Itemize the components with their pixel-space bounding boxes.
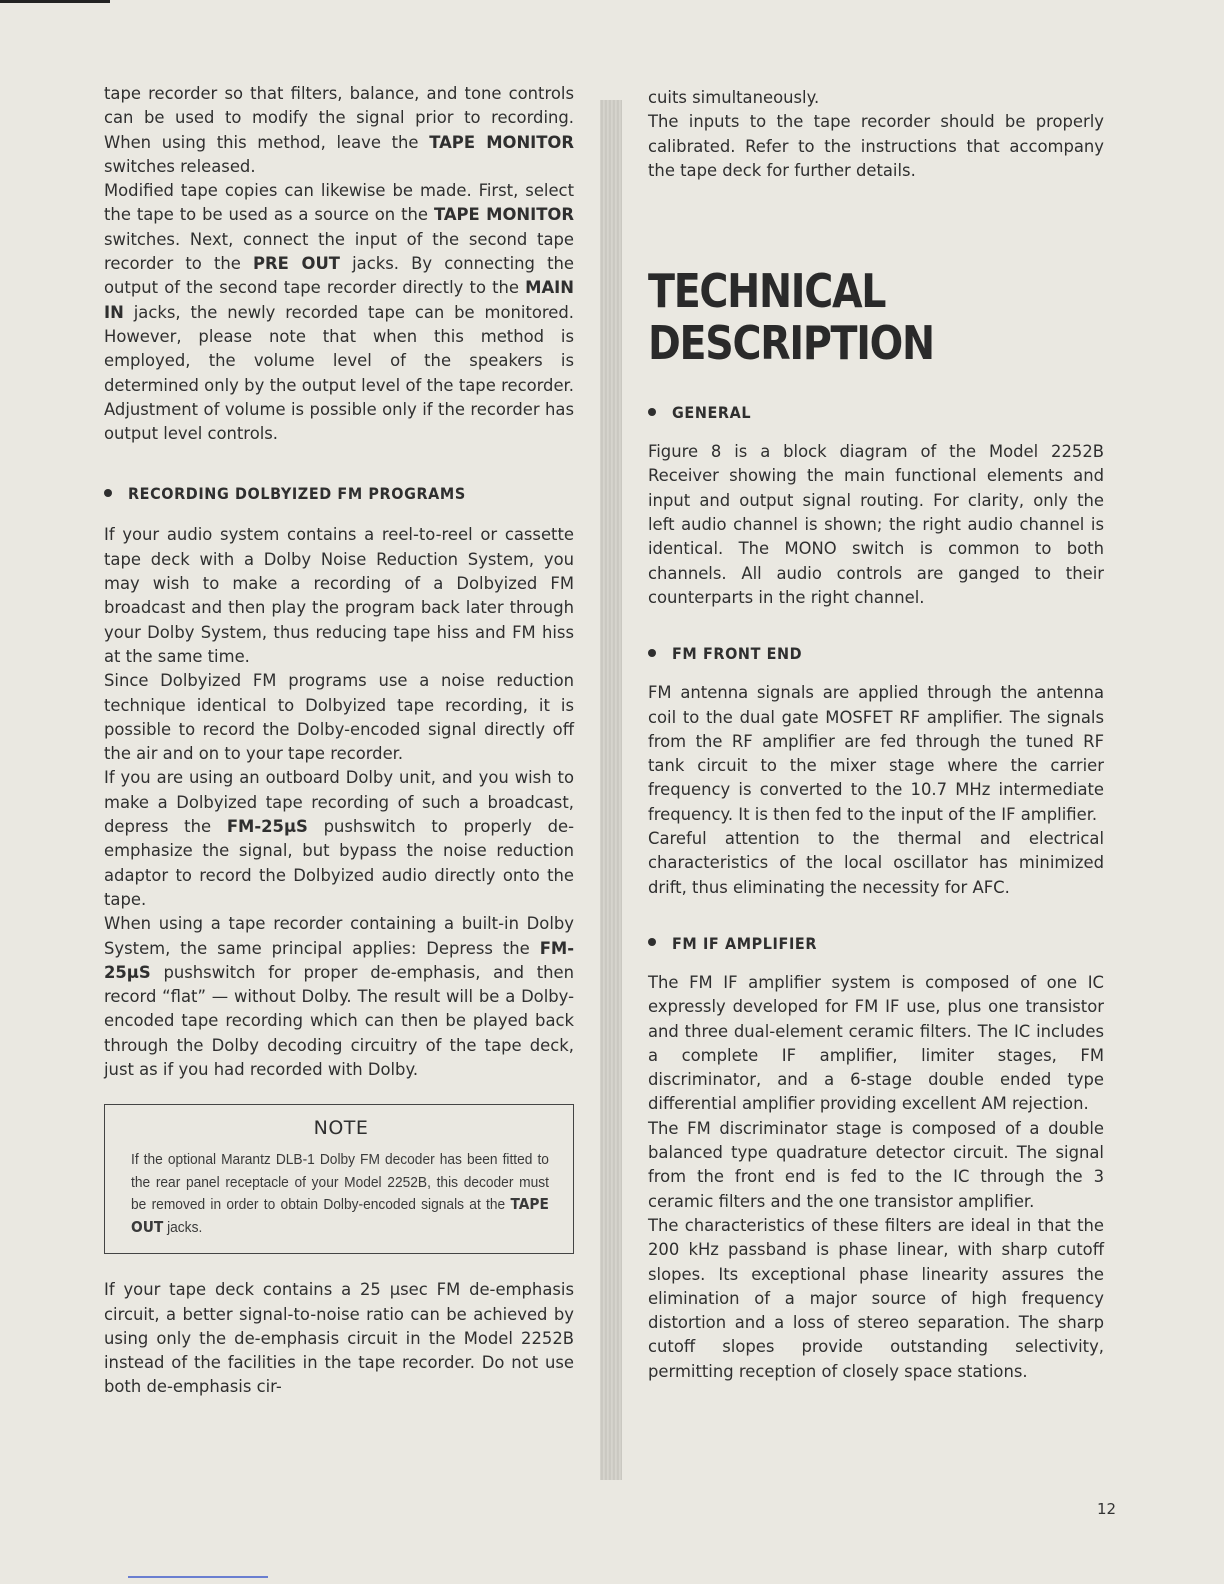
paragraph-front-end-signals: FM antenna signals are applied through the antenna coil to the dual gate MOSFET RF amplifier. The signals from the RF amplifier are fed through the tuned RF tank circuit to the mixer stage where the carrier frequency is converted to the 10.7 MHz intermediate frequency. It is then fed to the input of the IF amplifier. — [648, 683, 1104, 824]
paragraph-noise-reduction: Since Dolbyized FM programs use a noise reduction technique identical to Dolbyized tape recording, it is possible to record the Dolby-encoded signal directly off the air and on to your tape recorder. — [104, 671, 574, 764]
paragraph-tape-monitor: tape recorder so that filters, balance, and tone controls can be used to modify the signal prior to recording. When using this method, leave the TAPE MONITOR switches released. — [104, 84, 574, 176]
right-column — [648, 86, 1104, 1384]
heading-fm-front-end: FM FRONT END — [648, 644, 1104, 663]
bullet-dot-icon — [104, 489, 112, 497]
paragraph-simultaneously: cuits simultaneously. — [648, 88, 820, 107]
paragraph-calibration: The inputs to the tape recorder should be properly calibrated. Refer to the instructions that accompany the tape deck for further details. — [648, 112, 1104, 180]
paragraph-de-emphasis: If your tape deck contains a 25 μsec FM de-emphasis circuit, a better signal-to-noise ratio can be achieved by using only the de-emphasis circuit in the Model 2252B instead of the facilities in the tape recorder. Do not use both de-emphasis cir- — [104, 1280, 574, 1397]
paragraph-oscillator: Careful attention to the thermal and electrical characteristics of the local oscillator has minimized drift, thus eliminating the necessity for AFC. — [648, 829, 1104, 897]
paragraph-dolby-system: If your audio system contains a reel-to-reel or cassette tape deck with a Dolby Noise Reduction System, you may wish to make a recording of a Dolbyized FM broadcast and then play the program back later through your Dolby System, thus reducing tape hiss and FM hiss at the same time. — [104, 525, 574, 666]
note-title: NOTE — [313, 1117, 369, 1140]
paragraph-modified-copies: Modified tape copies can likewise be made. First, select the tape to be used as a source on the TAPE MONITOR switches. Next, connect the input of the second tape recorder to the PRE OUT jacks. By connecting the output of the second tape recorder directly to the MAIN IN jacks, the newly recorded tape can be monitored. However, please note that when this method is employed, the volume level of the speakers is determined only by the output level of the tape recorder. Adjustment of volume is possible only if the recorder has output level controls. — [104, 181, 574, 444]
paragraph-built-in-dolby: When using a tape recorder containing a built-in Dolby System, the same principal applies: Depress the FM-25μS pushswitch for proper de-emphasis, and then record “flat” — without Dolby. The result will be a Dolby-encoded tape recording which can then be played back through the Dolby decoding circuitry of the tape deck, just as if you had recorded with Dolby. — [104, 914, 574, 1079]
paragraph-general: Figure 8 is a block diagram of the Model 2252B Receiver showing the main functional elements and input and output signal routing. For clarity, only the left audio channel is shown; the right audio channel is identical. The MONO switch is common to both channels. All audio controls are ganged to their counterparts in the right channel. — [648, 442, 1104, 607]
bullet-dot-icon — [648, 408, 656, 416]
bullet-dot-icon — [648, 938, 656, 946]
heading-recording-dolbyized: RECORDING DOLBYIZED FM PROGRAMS — [104, 484, 574, 503]
column-divider — [600, 100, 622, 1480]
section-title: TECHNICAL DESCRIPTION — [648, 264, 934, 371]
paragraph-outboard-dolby: If you are using an outboard Dolby unit, and you wish to make a Dolbyized tape recording of such a broadcast, depress the FM-25μS pushswitch to properly de-emphasize the signal, but bypass the noise reduction adaptor to record the Dolbyized audio directly onto the tape. — [104, 768, 574, 909]
paragraph-discriminator: The FM discriminator stage is composed of a double balanced type quadrature detector circuit. The signal from the front end is fed to the IC through the 3 ceramic filters and the one transistor amplifier. — [648, 1118, 1104, 1211]
note-text: If the optional Marantz DLB-1 Dolby FM decoder has been fitted to the rear panel receptacle of your Model 2252B, this decoder must be removed in order to obtain Dolby-encoded signals at the TAPE OUT jacks. — [131, 1152, 549, 1236]
heading-fm-if-amplifier: FM IF AMPLIFIER — [648, 934, 1104, 953]
bullet-dot-icon — [648, 649, 656, 657]
note-box — [104, 1104, 574, 1254]
left-column — [104, 82, 574, 1400]
paragraph-if-system: The FM IF amplifier system is composed of one IC expressly developed for FM IF use, plus one transistor and three dual-element ceramic filters. The IC includes a complete IF amplifier, limiter stages, FM discriminator, and a 6-stage double ended type differential amplifier providing excellent AM rejection. — [648, 972, 1104, 1114]
heading-general: GENERAL — [648, 403, 1104, 422]
paragraph-filter-characteristics: The characteristics of these filters are ideal in that the 200 kHz passband is phase linear, with sharp cutoff slopes. Its exceptional phase linearity assures the elimination of a major source of high frequency distortion and a loss of stereo separation. The sharp cutoff slopes provide outstanding selectivity, permitting reception of closely space stations. — [648, 1215, 1104, 1381]
top-edge-rule — [0, 0, 110, 3]
page-number: 12 — [1097, 1500, 1117, 1518]
bottom-edge-mark — [128, 1576, 268, 1578]
